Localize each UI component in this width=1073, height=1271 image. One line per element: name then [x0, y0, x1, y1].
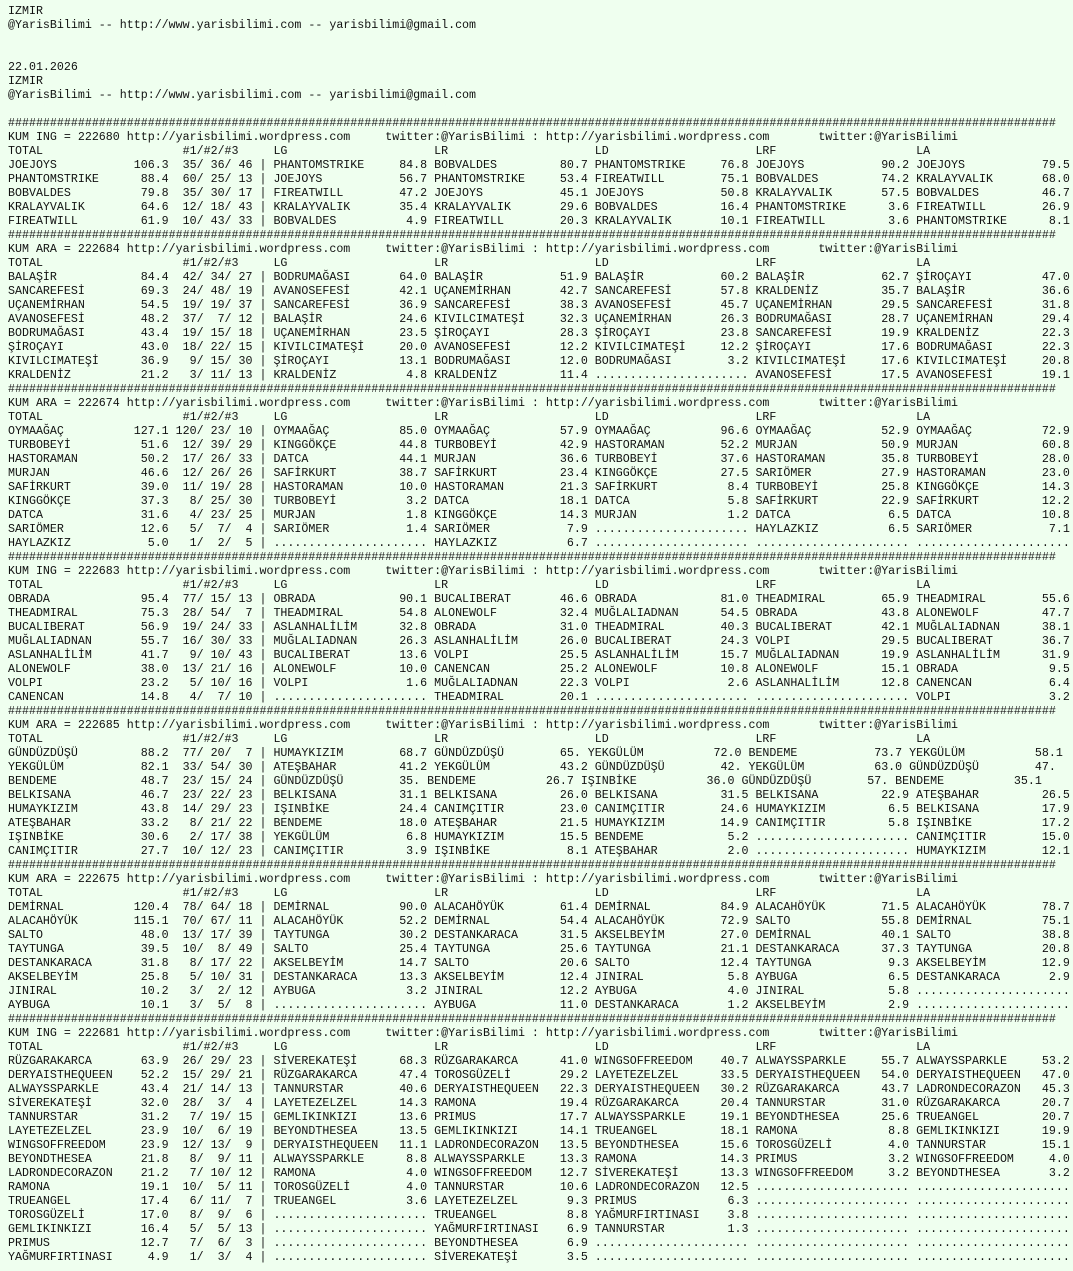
table-row: YAĞMURFIRTINASI 4.9 1/ 3/ 4 | ...................... SİVEREKATEŞİ 3.5 ...................... ...................... ......................: [8, 1251, 1070, 1264]
header-city: IZMIR: [8, 5, 43, 18]
table-row: UÇANEMİRHAN 54.5 19/ 19/ 37 | SANCAREFESİ 36.9 SANCAREFESİ 38.3 AVANOSEFESİ 45.7 UÇANEMİRHAN 29.5 SANCAREFESİ 31.8: [8, 299, 1070, 312]
section-separator: ######################################################################################################################################################: [8, 551, 1056, 564]
section-separator: ######################################################################################################################################################: [8, 383, 1056, 396]
table-row: PRIMUS 12.7 7/ 6/ 3 | ...................... BEYONDTHESEA 6.9 ...................... ...................... ......................: [8, 1237, 1070, 1250]
table-row: JOEJOYS 106.3 35/ 36/ 46 | PHANTOMSTRIKE 84.8 BOBVALDES 80.7 PHANTOMSTRIKE 76.8 JOEJOYS 90.2 JOEJOYS 79.5: [8, 159, 1070, 172]
table-row: SAFİRKURT 39.0 11/ 19/ 28 | HASTORAMAN 10.0 HASTORAMAN 21.3 SAFİRKURT 8.4 TURBOBEYİ 25.8 KINGGÖKÇE 14.3: [8, 481, 1070, 494]
header-city-2: IZMIR: [8, 75, 43, 88]
table-row: BENDEME 48.7 23/ 15/ 24 | GÜNDÜZDÜŞÜ 35. BENDEME 26.7 IŞINBİKE 36.0 GÜNDÜZDÜŞÜ 57. BENDEME 35.1: [8, 775, 1042, 788]
results-document: [8, 5, 1070, 1265]
table-row: KIVILCIMATEŞİ 36.9 9/ 15/ 30 | ŞİROÇAYI 13.1 BODRUMAĞASI 12.0 BODRUMAĞASI 3.2 KIVILCIMATEŞİ 17.6 KIVILCIMATEŞİ 20.8: [8, 355, 1070, 368]
section-column-headers: TOTAL #1/#2/#3 LG LR LD LRF LA: [8, 145, 931, 158]
table-row: AKSELBEYİM 25.8 5/ 10/ 31 | DESTANKARACA 13.3 AKSELBEYİM 12.4 JINIRAL 5.8 AYBUGA 6.5 DESTANKARACA 2.9: [8, 971, 1070, 984]
table-row: LADRONDECORAZON 21.2 7/ 10/ 12 | RAMONA 4.0 WINGSOFFREEDOM 12.7 SİVEREKATEŞİ 13.3 WINGSOFFREEDOM 3.2 BEYONDTHESEA 3.2: [8, 1167, 1070, 1180]
section-column-headers: TOTAL #1/#2/#3 LG LR LD LRF LA: [8, 1041, 931, 1054]
header-contact: @YarisBilimi -- http://www.yarisbilimi.com -- yarisbilimi@gmail.com: [8, 19, 477, 32]
table-row: AVANOSEFESİ 48.2 37/ 7/ 12 | BALAŞİR 24.6 KIVILCIMATEŞİ 32.3 UÇANEMİRHAN 26.3 BODRUMAĞASI 28.7 UÇANEMİRHAN 29.4: [8, 313, 1070, 326]
table-row: GEMLIKINKIZI 16.4 5/ 5/ 13 | ...................... YAĞMURFIRTINASI 6.9 TANNURSTAR 1.3 ...................... ......................: [8, 1223, 1070, 1236]
table-row: OYMAAĞAÇ 127.1 120/ 23/ 10 | OYMAAĞAÇ 85.0 OYMAAĞAÇ 57.9 OYMAAĞAÇ 96.6 OYMAAĞAÇ 52.9 OYMAAĞAÇ 72.9: [8, 425, 1070, 438]
section-separator: ######################################################################################################################################################: [8, 117, 1056, 130]
table-row: SARIÖMER 12.6 5/ 7/ 4 | SARIÖMER 1.4 SARIÖMER 7.9 ...................... HAYLAZKIZ 6.5 SARIÖMER 7.1: [8, 523, 1070, 536]
section-separator: ######################################################################################################################################################: [8, 705, 1056, 718]
table-row: BEYONDTHESEA 21.8 8/ 9/ 11 | ALWAYSSPARKLE 8.8 ALWAYSSPARKLE 13.3 RAMONA 14.3 PRIMUS 3.2 WINGSOFFREEDOM 4.0: [8, 1153, 1070, 1166]
table-row: THEADMIRAL 75.3 28/ 54/ 7 | THEADMIRAL 54.8 ALONEWOLF 32.4 MUĞLALIADNAN 54.5 OBRADA 43.8 ALONEWOLF 47.7: [8, 607, 1070, 620]
table-row: HUMAYKIZIM 43.8 14/ 29/ 23 | IŞINBİKE 24.4 CANIMÇITIR 23.0 CANIMÇITIR 24.6 HUMAYKIZIM 6.5 BELKISANA 17.9: [8, 803, 1070, 816]
table-row: TRUEANGEL 17.4 6/ 11/ 7 | TRUEANGEL 3.6 LAYETEZELZEL 9.3 PRIMUS 6.3 ...................... ......................: [8, 1195, 1070, 1208]
table-row: MURJAN 46.6 12/ 26/ 26 | SAFİRKURT 38.7 SAFİRKURT 23.4 KINGGÖKÇE 27.5 SARIÖMER 27.9 HASTORAMAN 23.0: [8, 467, 1070, 480]
table-row: SALTO 48.0 13/ 17/ 39 | TAYTUNGA 30.2 DESTANKARACA 31.5 AKSELBEYİM 27.0 DEMİRNAL 40.1 SALTO 38.8: [8, 929, 1070, 942]
table-row: HASTORAMAN 50.2 17/ 26/ 33 | DATCA 44.1 MURJAN 36.6 TURBOBEYİ 37.6 HASTORAMAN 35.8 TURBOBEYİ 28.0: [8, 453, 1070, 466]
table-row: DERYAISTHEQUEEN 52.2 15/ 29/ 21 | RÜZGARAKARCA 47.4 TOROSGÜZELİ 29.2 LAYETEZELZEL 33.5 DERYAISTHEQUEEN 54.0 DERYAISTHEQUEEN 47.0: [8, 1069, 1070, 1082]
table-row: BOBVALDES 79.8 35/ 30/ 17 | FIREATWILL 47.2 JOEJOYS 45.1 JOEJOYS 50.8 KRALAYVALIK 57.5 BOBVALDES 46.7: [8, 187, 1070, 200]
table-row: RAMONA 19.1 10/ 5/ 11 | TOROSGÜZELİ 4.0 TANNURSTAR 10.6 LADRONDECORAZON 12.5 ...................... ......................: [8, 1181, 1070, 1194]
table-row: DATCA 31.6 4/ 23/ 25 | MURJAN 1.8 KINGGÖKÇE 14.3 MURJAN 1.2 DATCA 6.5 DATCA 10.8: [8, 509, 1070, 522]
table-row: BUCALIBERAT 56.9 19/ 24/ 33 | ASLANHALİLİM 32.8 OBRADA 31.0 THEADMIRAL 40.3 BUCALIBERAT 42.1 MUĞLALIADNAN 38.1: [8, 621, 1070, 634]
table-row: TOROSGÜZELİ 17.0 8/ 9/ 6 | ...................... TRUEANGEL 8.8 YAĞMURFIRTINASI 3.8 ...................... ......................: [8, 1209, 1070, 1222]
header-date: 22.01.2026: [8, 61, 78, 74]
table-row: HAYLAZKIZ 5.0 1/ 2/ 5 | ...................... HAYLAZKIZ 6.7 ...................... ...................... ......................: [8, 537, 1070, 550]
blank-line: [8, 103, 1070, 117]
table-row: BODRUMAĞASI 43.4 19/ 15/ 18 | UÇANEMİRHAN 23.5 ŞİROÇAYI 28.3 ŞİROÇAYI 23.8 SANCAREFESİ 19.9 KRALDENİZ 22.3: [8, 327, 1070, 340]
section-column-headers: TOTAL #1/#2/#3 LG LR LD LRF LA: [8, 257, 931, 270]
table-row: AYBUGA 10.1 3/ 5/ 8 | ...................... AYBUGA 11.0 DESTANKARACA 1.2 AKSELBEYİM 2.9 ......................: [8, 999, 1070, 1012]
section-title: KUM ARA = 222675 http://yarisbilimi.wordpress.com twitter:@YarisBilimi : http://yarisbilimi.wordpress.com twitter:@YarisBilimi: [8, 873, 959, 886]
table-row: KRALAYVALIK 64.6 12/ 18/ 43 | KRALAYVALIK 35.4 KRALAYVALIK 29.6 BOBVALDES 16.4 PHANTOMSTRIKE 3.6 FIREATWILL 26.9: [8, 201, 1070, 214]
table-row: PHANTOMSTRIKE 88.4 60/ 25/ 13 | JOEJOYS 56.7 PHANTOMSTRIKE 53.4 FIREATWILL 75.1 BOBVALDES 74.2 KRALAYVALIK 68.0: [8, 173, 1070, 186]
table-row: ALACAHÖYÜK 115.1 70/ 67/ 11 | ALACAHÖYÜK 52.2 DEMİRNAL 54.4 ALACAHÖYÜK 72.9 SALTO 55.8 DEMİRNAL 75.1: [8, 915, 1070, 928]
section-column-headers: TOTAL #1/#2/#3 LG LR LD LRF LA: [8, 411, 931, 424]
table-row: TURBOBEYİ 51.6 12/ 39/ 29 | KINGGÖKÇE 44.8 TURBOBEYİ 42.9 HASTORAMAN 52.2 MURJAN 50.9 MURJAN 60.8: [8, 439, 1070, 452]
blank-line: [8, 47, 1070, 61]
header-contact-2: @YarisBilimi -- http://www.yarisbilimi.com -- yarisbilimi@gmail.com: [8, 89, 477, 102]
table-row: LAYETEZELZEL 23.9 10/ 6/ 19 | BEYONDTHESEA 13.5 GEMLIKINKIZI 14.1 TRUEANGEL 18.1 RAMONA 8.8 GEMLIKINKIZI 19.9: [8, 1125, 1070, 1138]
table-row: ASLANHALİLİM 41.7 9/ 10/ 43 | BUCALIBERAT 13.6 VOLPI 25.5 ASLANHALİLİM 15.7 MUĞLALIADNAN 19.9 ASLANHALİLİM 31.9: [8, 649, 1070, 662]
table-row: DESTANKARACA 31.8 8/ 17/ 22 | AKSELBEYİM 14.7 SALTO 20.6 SALTO 12.4 TAYTUNGA 9.3 AKSELBEYİM 12.9: [8, 957, 1070, 970]
table-row: IŞINBİKE 30.6 2/ 17/ 38 | YEKGÜLÜM 6.8 HUMAYKIZIM 15.5 BENDEME 5.2 ...................... CANIMÇITIR 15.0: [8, 831, 1070, 844]
table-row: ATEŞBAHAR 33.2 8/ 21/ 22 | BENDEME 18.0 ATEŞBAHAR 21.5 HUMAYKIZIM 14.9 CANIMÇITIR 5.8 IŞINBİKE 17.2: [8, 817, 1070, 830]
section-title: KUM ARA = 222685 http://yarisbilimi.wordpress.com twitter:@YarisBilimi : http://yarisbilimi.wordpress.com twitter:@YarisBilimi: [8, 719, 959, 732]
section-column-headers: TOTAL #1/#2/#3 LG LR LD LRF LA: [8, 579, 931, 592]
table-row: OBRADA 95.4 77/ 15/ 13 | OBRADA 90.1 BUCALIBERAT 46.6 OBRADA 81.0 THEADMIRAL 65.9 THEADMIRAL 55.6: [8, 593, 1070, 606]
blank-line: [8, 33, 1070, 47]
table-row: SANCAREFESİ 69.3 24/ 48/ 19 | AVANOSEFESİ 42.1 UÇANEMİRHAN 42.7 SANCAREFESİ 57.8 KRALDENİZ 35.7 BALAŞİR 36.6: [8, 285, 1070, 298]
section-separator: ######################################################################################################################################################: [8, 229, 1056, 242]
table-row: DEMİRNAL 120.4 78/ 64/ 18 | DEMİRNAL 90.0 ALACAHÖYÜK 61.4 DEMİRNAL 84.9 ALACAHÖYÜK 71.5 ALACAHÖYÜK 78.7: [8, 901, 1070, 914]
section-title: KUM ING = 222680 http://yarisbilimi.wordpress.com twitter:@YarisBilimi : http://yarisbilimi.wordpress.com twitter:@YarisBilimi: [8, 131, 959, 144]
table-row: KRALDENİZ 21.2 3/ 11/ 13 | KRALDENİZ 4.8 KRALDENİZ 11.4 ...................... AVANOSEFESİ 17.5 AVANOSEFESİ 19.1: [8, 369, 1070, 382]
table-row: TANNURSTAR 31.2 7/ 19/ 15 | GEMLIKINKIZI 13.6 PRIMUS 17.7 ALWAYSSPARKLE 19.1 BEYONDTHESEA 25.6 TRUEANGEL 20.7: [8, 1111, 1070, 1124]
table-row: BALAŞİR 84.4 42/ 34/ 27 | BODRUMAĞASI 64.0 BALAŞİR 51.9 BALAŞİR 60.2 BALAŞİR 62.7 ŞİROÇAYI 47.0: [8, 271, 1070, 284]
table-row: GÜNDÜZDÜŞÜ 88.2 77/ 20/ 7 | HUMAYKIZIM 68.7 GÜNDÜZDÜŞÜ 65. YEKGÜLÜM 72.0 BENDEME 73.7 YEKGÜLÜM 58.1: [8, 747, 1063, 760]
table-row: SİVEREKATEŞİ 32.0 28/ 3/ 4 | LAYETEZELZEL 14.3 RAMONA 19.4 RÜZGARAKARCA 20.4 TANNURSTAR 31.0 RÜZGARAKARCA 20.7: [8, 1097, 1070, 1110]
section-title: KUM ING = 222683 http://yarisbilimi.wordpress.com twitter:@YarisBilimi : http://yarisbilimi.wordpress.com twitter:@YarisBilimi: [8, 565, 959, 578]
section-title: KUM ARA = 222684 http://yarisbilimi.wordpress.com twitter:@YarisBilimi : http://yarisbilimi.wordpress.com twitter:@YarisBilimi: [8, 243, 959, 256]
table-row: JINIRAL 10.2 3/ 2/ 12 | AYBUGA 3.2 JINIRAL 12.2 AYBUGA 4.0 JINIRAL 5.8 ......................: [8, 985, 1070, 998]
section-column-headers: TOTAL #1/#2/#3 LG LR LD LRF LA: [8, 887, 931, 900]
table-row: VOLPI 23.2 5/ 10/ 16 | VOLPI 1.6 MUĞLALIADNAN 22.3 VOLPI 2.6 ASLANHALİLİM 12.8 CANENCAN 6.4: [8, 677, 1070, 690]
table-row: RÜZGARAKARCA 63.9 26/ 29/ 23 | SİVEREKATEŞİ 68.3 RÜZGARAKARCA 41.0 WINGSOFFREEDOM 40.7 ALWAYSSPARKLE 55.7 ALWAYSSPARKLE 53.2: [8, 1055, 1070, 1068]
table-row: BELKISANA 46.7 23/ 22/ 23 | BELKISANA 31.1 BELKISANA 26.0 BELKISANA 31.5 BELKISANA 22.9 ATEŞBAHAR 26.5: [8, 789, 1070, 802]
table-row: KINGGÖKÇE 37.3 8/ 25/ 30 | TURBOBEYİ 3.2 DATCA 18.1 DATCA 5.8 SAFİRKURT 22.9 SAFİRKURT 12.2: [8, 495, 1070, 508]
table-row: MUĞLALIADNAN 55.7 16/ 30/ 33 | MUĞLALIADNAN 26.3 ASLANHALİLİM 26.0 BUCALIBERAT 24.3 VOLPI 29.5 BUCALIBERAT 36.7: [8, 635, 1070, 648]
table-row: TAYTUNGA 39.5 10/ 8/ 49 | SALTO 25.4 TAYTUNGA 25.6 TAYTUNGA 21.1 DESTANKARACA 37.3 TAYTUNGA 20.8: [8, 943, 1070, 956]
section-separator: ######################################################################################################################################################: [8, 859, 1056, 872]
table-row: ŞİROÇAYI 43.0 18/ 22/ 15 | KIVILCIMATEŞİ 20.0 AVANOSEFESİ 12.2 KIVILCIMATEŞİ 12.2 ŞİROÇAYI 17.6 BODRUMAĞASI 22.3: [8, 341, 1070, 354]
table-row: ALWAYSSPARKLE 43.4 21/ 14/ 13 | TANNURSTAR 40.6 DERYAISTHEQUEEN 22.3 DERYAISTHEQUEEN 30.2 RÜZGARAKARCA 43.7 LADRONDECORAZON 45.3: [8, 1083, 1070, 1096]
section-title: KUM ARA = 222674 http://yarisbilimi.wordpress.com twitter:@YarisBilimi : http://yarisbilimi.wordpress.com twitter:@YarisBilimi: [8, 397, 959, 410]
section-separator: ######################################################################################################################################################: [8, 1013, 1056, 1026]
table-row: YEKGÜLÜM 82.1 33/ 54/ 30 | ATEŞBAHAR 41.2 YEKGÜLÜM 43.2 GÜNDÜZDÜŞÜ 42. YEKGÜLÜM 63.0 GÜNDÜZDÜŞÜ 47.: [8, 761, 1056, 774]
section-column-headers: TOTAL #1/#2/#3 LG LR LD LRF LA: [8, 733, 931, 746]
table-row: ALONEWOLF 38.0 13/ 21/ 16 | ALONEWOLF 10.0 CANENCAN 25.2 ALONEWOLF 10.8 ALONEWOLF 15.1 OBRADA 9.5: [8, 663, 1070, 676]
table-row: FIREATWILL 61.9 10/ 43/ 33 | BOBVALDES 4.9 FIREATWILL 20.3 KRALAYVALIK 10.1 FIREATWILL 3.6 PHANTOMSTRIKE 8.1: [8, 215, 1070, 228]
section-title: KUM ING = 222681 http://yarisbilimi.wordpress.com twitter:@YarisBilimi : http://yarisbilimi.wordpress.com twitter:@YarisBilimi: [8, 1027, 959, 1040]
table-row: CANIMÇITIR 27.7 10/ 12/ 23 | CANIMÇITIR 3.9 IŞINBİKE 8.1 ATEŞBAHAR 2.0 ...................... HUMAYKIZIM 12.1: [8, 845, 1070, 858]
table-row: CANENCAN 14.8 4/ 7/ 10 | ...................... THEADMIRAL 20.1 ...................... ...................... VOLPI 3.2: [8, 691, 1070, 704]
table-row: WINGSOFFREEDOM 23.9 12/ 13/ 9 | DERYAISTHEQUEEN 11.1 LADRONDECORAZON 13.5 BEYONDTHESEA 15.6 TOROSGÜZELİ 4.0 TANNURSTAR 15.1: [8, 1139, 1070, 1152]
